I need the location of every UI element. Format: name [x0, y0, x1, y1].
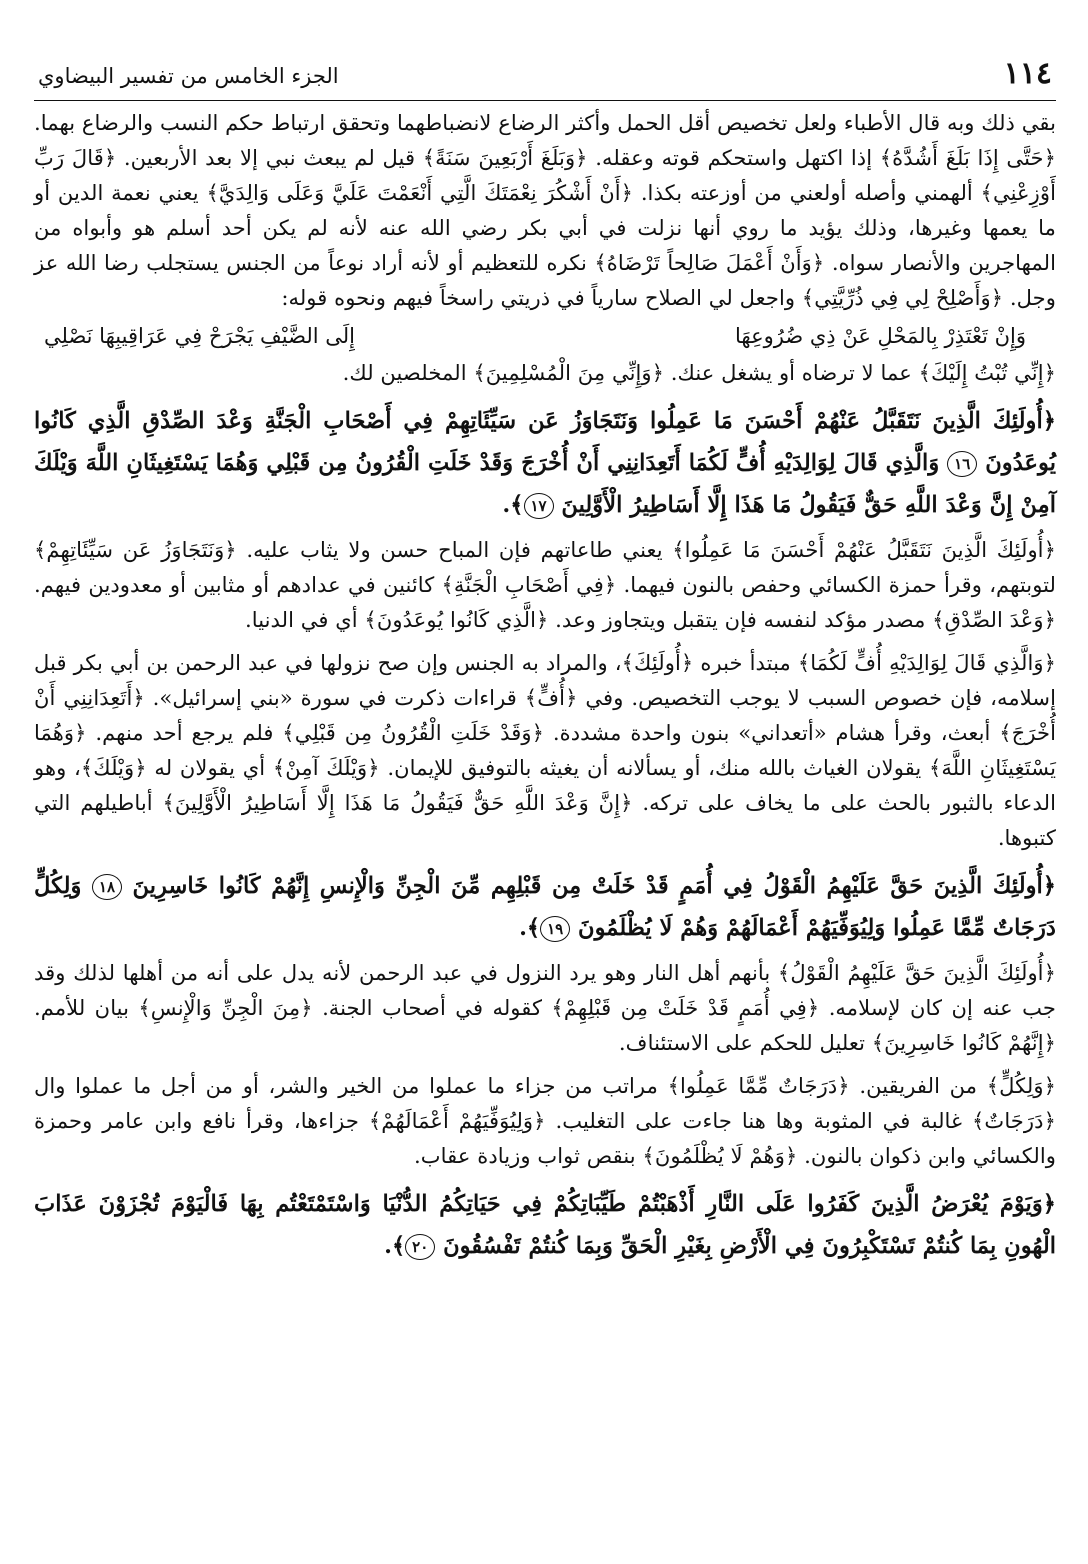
page-header: [34, 52, 1056, 101]
verse-text: ﴿أُولَئِكَ الَّذِينَ حَقَّ عَلَيْهِمُ الْقَوْلُ فِي أُمَمٍ قَدْ خَلَتْ مِن قَبْلِهِم مِّنَ الْجِنِّ وَالْإِنسِ إِنَّهُمْ كَانُوا خَاسِرِينَ: [132, 873, 1056, 899]
verse-text: ﴿وَيَوْمَ يُعْرَضُ الَّذِينَ كَفَرُوا عَلَى النَّارِ أَذْهَبْتُمْ طَيِّبَاتِكُمْ فِي حَيَاتِكُمُ الدُّنْيَا وَاسْتَمْتَعْتُم بِهَا فَالْيَوْمَ تُجْزَوْنَ عَذَابَ الْهُونِ بِمَا كُنتُمْ تَسْتَكْبِرُونَ فِي الْأَرْضِ بِغَيْرِ الْحَقِّ وَبِمَا كُنتُمْ تَفْسُقُونَ: [34, 1191, 1056, 1259]
book-page: [34, 52, 1056, 1542]
ayah-number-marker: ١٨: [92, 874, 122, 900]
running-title: الجزء الخامس من تفسير البيضاوي: [38, 64, 339, 88]
commentary-paragraph: ﴿أُولَئِكَ الَّذِينَ نَتَقَبَّلُ عَنْهُمْ أَحْسَنَ مَا عَمِلُوا﴾ يعني طاعاتهم فإن المباح حسن ولا يثاب عليه. ﴿وَنَتَجَاوَزُ عَن سَيِّئَاتِهِمْ﴾ لتوبتهم، وقرأ حمزة الكسائي وحفص بالنون فيهما. ﴿فِي أَصْحَابِ الْجَنَّةِ﴾ كائنين في عدادهم أو مثابين أو معدودين فيهم. ﴿وَعْدَ الصِّدْقِ﴾ مصدر مؤكد لنفسه فإن يتقبل ويتجاوز وعد. ﴿الَّذِي كَانُوا يُوعَدُونَ﴾ أي في الدنيا.: [34, 537, 1056, 632]
ayah-number-marker: ٢٠: [405, 1234, 435, 1260]
quran-verse-block: [34, 1183, 1056, 1267]
page-body: [34, 101, 1056, 1267]
commentary-paragraph: ﴿وَلِكُلٍّ﴾ من الفريقين. ﴿دَرَجَاتٌ مِّمَّا عَمِلُوا﴾ مراتب من جزاء ما عملوا من الخير والشر، أو من أجل ما عملوا وال ﴿دَرَجَاتٌ﴾ غالبة في المثوبة وها هنا جاءت على التغليب. ﴿وَلِيُوَفِّيَهُمْ أَعْمَالَهُمْ﴾ جزاءها، وقرأ نافع وابن عامر وحمزة والكسائي وابن ذكوان بالنون. ﴿وَهُمْ لَا يُظْلَمُونَ﴾ بنقص ثواب وزيادة عقاب.: [34, 1073, 1056, 1168]
verse-text: ﴿أُولَئِكَ الَّذِينَ نَتَقَبَّلُ عَنْهُمْ أَحْسَنَ مَا عَمِلُوا وَنَتَجَاوَزُ عَن سَيِّئَاتِهِمْ فِي أَصْحَابِ الْجَنَّةِ وَعْدَ الصِّدْقِ الَّذِي كَانُوا يُوعَدُونَ: [34, 408, 1056, 476]
quran-verse-block: [34, 865, 1056, 949]
ayah-number-marker: ١٦: [947, 451, 977, 477]
poem-hemistich-left: إِلَى الضَّيْفِ يَجْرَحْ فِي عَرَاقِيبِهَا نَصْلِي: [44, 324, 355, 348]
commentary-paragraph: ﴿أُولَئِكَ الَّذِينَ حَقَّ عَلَيْهِمُ الْقَوْلُ﴾ بأنهم أهل النار وهو يرد النزول في عبد الرحمن لأنه يدل على أنه من أهلها لذلك وقد جب عنه إن كان لإسلامه. ﴿فِي أُمَمٍ قَدْ خَلَتْ مِن قَبْلِهِمْ﴾ كقوله في أصحاب الجنة. ﴿مِنَ الْجِنِّ وَالْإِنسِ﴾ بيان للأمم. ﴿إِنَّهُمْ كَانُوا خَاسِرِينَ﴾ تعليل للحكم على الاستئناف.: [34, 960, 1056, 1055]
commentary-paragraph: ﴿وَالَّذِي قَالَ لِوَالِدَيْهِ أُفٍّ لَكُمَا﴾ مبتدأ خبره ﴿أُولَئِكَ﴾، والمراد به الجنس وإن صح نزولها في عبد الرحمن بن أبي بكر قبل إسلامه، فإن خصوص السبب لا يوجب التخصيص. وفي ﴿أُفٍّ﴾ قراءات ذكرت في سورة «بني إسرائيل». ﴿أَتَعِدَانِنِي أَنْ أُخْرَجَ﴾ أبعث، وقرأ هشام «أتعداني» بنون واحدة مشددة. ﴿وَقَدْ خَلَتِ الْقُرُونُ مِن قَبْلِي﴾ فلم يرجع أحد منهم. ﴿وَهُمَا يَسْتَغِيثَانِ اللَّهَ﴾ يقولان الغياث بالله منك، أو يسألانه أن يغيثه بالتوفيق للإيمان. ﴿وَيْلَكَ آمِنْ﴾ أي يقولان له ﴿وَيْلَكَ﴾، وهو الدعاء بالثبور بالحث على ما يخاف على تركه. ﴿إِنَّ وَعْدَ اللَّهِ حَقٌّ فَيَقُولُ مَا هَذَا إِلَّا أَسَاطِيرُ الْأَوَّلِينَ﴾ أباطيلهم التي كتبوها.: [34, 650, 1056, 850]
quran-verse-text: [34, 1183, 1056, 1267]
page-number: ١١٤: [1003, 56, 1052, 91]
commentary-paragraph: ﴿إِنِّي تُبْتُ إِلَيْكَ﴾ عما لا ترضاه أو يشغل عنك. ﴿وَإِنِّي مِنَ الْمُسْلِمِينَ﴾ المخلصين لك.: [342, 360, 1056, 385]
ayah-number-marker: ١٧: [524, 493, 554, 519]
verse-close: ﴾.: [519, 915, 541, 941]
verse-close: ﴾.: [502, 492, 524, 518]
verse-text: وَلِكُلٍّ دَرَجَاتٌ مِّمَّا عَمِلُوا وَلِيُوَفِّيَهُمْ أَعْمَالَهُمْ وَهُمْ لَا يُظْلَمُونَ: [34, 873, 1056, 941]
quran-verse-block: [34, 400, 1056, 526]
quran-verse-text: [34, 865, 1056, 949]
verse-text: وَالَّذِي قَالَ لِوَالِدَيْهِ أُفٍّ لَكُمَا أَتَعِدَانِنِي أَنْ أُخْرَجَ وَقَدْ خَلَتِ الْقُرُونُ مِن قَبْلِي وَهُمَا يَسْتَغِيثَانِ اللَّهَ وَيْلَكَ آمِنْ إِنَّ وَعْدَ اللَّهِ حَقٌّ فَيَقُولُ مَا هَذَا إِلَّا أَسَاطِيرُ الْأَوَّلِينَ: [34, 450, 1056, 518]
quran-verse-text: [34, 400, 1056, 526]
verse-close: ﴾.: [384, 1233, 406, 1259]
commentary-paragraph: بقي ذلك وبه قال الأطباء ولعل تخصيص أقل الحمل وأكثر الرضاع لانضباطهما وتحقق ارتباط حكم النسب والرضاع بهما. ﴿حَتَّى إِذَا بَلَغَ أَشُدَّهُ﴾ إذا اكتهل واستحكم قوته وعقله. ﴿وَبَلَغَ أَرْبَعِينَ سَنَةً﴾ قيل لم يبعث نبي إلا بعد الأربعين. ﴿قَالَ رَبِّ أَوْزِعْنِي﴾ ألهمني وأصله أولعني من أوزعته بكذا. ﴿أَنْ أَشْكُرَ نِعْمَتَكَ الَّتِي أَنْعَمْتَ عَلَيَّ وَعَلَى وَالِدَيَّ﴾ يعني نعمة الدين أو ما يعمها وغيرها، وذلك يؤيد ما روي أنها نزلت في أبي بكر رضي الله عنه لأنه لم يكن أحد أسلم هو وأبواه من المهاجرين والأنصار سواه. ﴿وَأَنْ أَعْمَلَ صَالِحاً تَرْضَاهُ﴾ نكره للتعظيم أو لأنه أراد نوعاً من الجنس يستجلب رضا الله عز وجل. ﴿وَأَصْلِحْ لِي فِي ذُرِّيَّتِي﴾ واجعل لي الصلاح سارياً في ذريتي راسخاً فيهم ونحوه قوله:: [34, 110, 1056, 310]
poem-hemistich-right: وَإِنْ تَعْتَذِرْ بِالمَحْلِ عَنْ ذِي ضُرُوعِهَا: [735, 324, 1026, 348]
ayah-number-marker: ١٩: [540, 916, 570, 942]
poem-verse: [44, 317, 1026, 355]
